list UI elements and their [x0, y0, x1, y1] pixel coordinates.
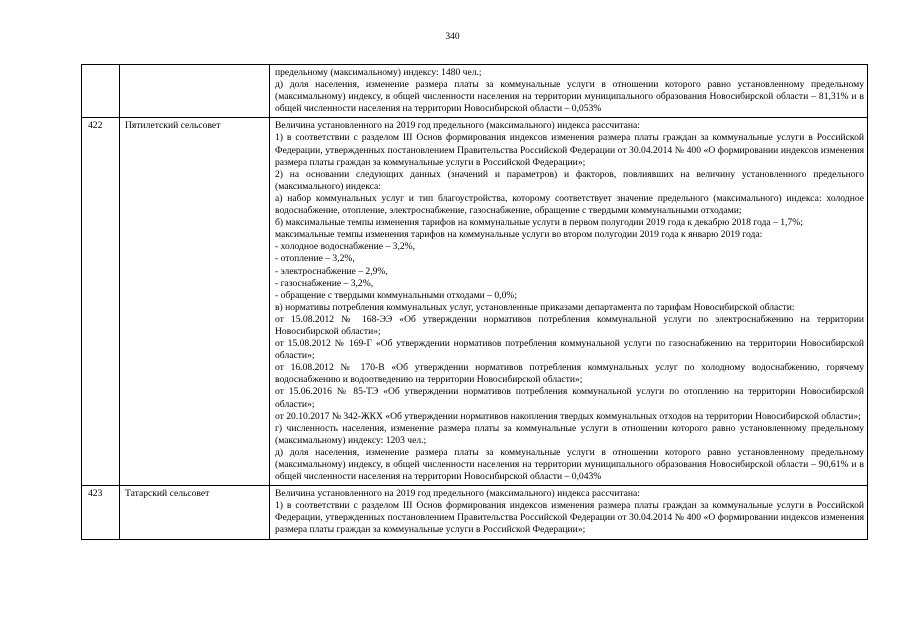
municipality-name	[120, 65, 270, 118]
page-number: 340	[445, 32, 460, 42]
description-paragraph: д) доля населения, изменение размера платы за коммунальные услуги в отношении которого равно установленному предельному (максимальному) индексу, в общей численности населения на территории муниципального образования Новосибирской области – 90,61% и в общей численности населения на территории Новосибирской области – 0,043%	[275, 446, 864, 483]
description-paragraph: от 15.08.2012 № 169-Г «Об утверждении нормативов потребления коммунальной услуги по газоснабжению на территории Новосибирской области»;	[275, 338, 864, 362]
row-number: 422	[82, 118, 120, 486]
table-body	[82, 65, 868, 540]
description-paragraph: а) набор коммунальных услуг и тип благоустройства, которому соответствует значение предельного (максимального) индекса: холодное водоснабжение, отопление, электроснабжение, газоснабжение, обращение с твердыми коммунальными отходами;	[275, 192, 864, 217]
description-paragraph: от 20.10.2017 № 342-ЖКХ «Об утверждении нормативов накопления твердых коммунальных отходов на территории Новосибирской области»;	[275, 410, 861, 422]
description-paragraph: - газоснабжение – 3,2%,	[275, 277, 374, 289]
row-number: 423	[82, 486, 120, 539]
description-paragraph: - обращение с твердыми коммунальными отходами – 0,0%;	[275, 289, 518, 301]
description-paragraph: от 15.08.2012 № 168-ЭЭ «Об утверждении нормативов потребления коммунальной услуги по электроснабжению на территории Новосибирской области»;	[275, 313, 864, 337]
description-paragraph: 1) в соответствии с разделом III Основ формирования индексов изменения размера платы граждан за коммунальные услуги в Российской Федерации, утвержденных постановлением Правительства Российской Федерации от 30.04.2014 № 400 «О формировании индексов изменения размера платы граждан за коммунальные услуги в Российской Федерации»;	[275, 132, 864, 168]
description-paragraph: - электроснабжение – 2,9%,	[275, 265, 388, 277]
description-paragraph: Величина установленного на 2019 год предельного (максимального) индекса рассчитана:	[275, 120, 640, 132]
tariff-index-table	[81, 64, 868, 540]
municipality-name: Татарский сельсовет	[120, 486, 270, 539]
index-description	[270, 118, 868, 486]
table-row	[82, 118, 868, 486]
municipality-name: Пятилетский сельсовет	[120, 118, 270, 486]
description-paragraph: - отопление – 3,2%,	[275, 253, 355, 265]
description-paragraph: Величина установленного на 2019 год предельного (максимального) индекса рассчитана:	[275, 488, 640, 500]
description-paragraph: г) численность населения, изменение размера платы за коммунальные услуги в отношении которого равно установленному предельному (максимальному) индексу: 1203 чел.;	[275, 422, 864, 446]
description-paragraph: д) доля населения, изменение размера платы за коммунальные услуги в отношении которого равно установленному предельному (максимальному) индексу, в общей численности населения на территории муниципального образования Новосибирской области – 81,31% и в общей численности населения на территории Новосибирской области – 0,053%	[275, 79, 864, 115]
description-paragraph: предельному (максимальному) индексу: 1480 чел.;	[275, 67, 482, 78]
description-paragraph: 1) в соответствии с разделом III Основ формирования индексов изменения размера платы граждан за коммунальные услуги в Российской Федерации, утвержденных постановлением Правительства Российской Федерации от 30.04.2014 № 400 «О формировании индексов изменения размера платы граждан за коммунальные услуги в Российской Федерации»;	[275, 500, 864, 536]
description-paragraph: от 16.08.2012 № 170-В «Об утверждении нормативов потребления коммунальных услуг по холодному водоснабжению, горячему водоснабжению и водоотведению на территории Новосибирской области»;	[275, 362, 864, 386]
description-paragraph: от 15.06.2016 № 85-ТЭ «Об утверждении нормативов потребления коммунальной услуги по отоплению на территории Новосибирской области»;	[275, 386, 864, 410]
index-description	[270, 65, 868, 118]
description-paragraph: - холодное водоснабжение – 3,2%,	[275, 241, 416, 253]
row-number	[82, 65, 120, 118]
description-paragraph: максимальные темпы изменения тарифов на коммунальные услуги во втором полугодии 2019 года к январю 2019 года:	[275, 229, 763, 241]
table-row	[82, 486, 868, 539]
description-paragraph: 2) на основании следующих данных (значений и параметров) и факторов, повлиявших на величину установленного предельного (максимального) индекса:	[275, 168, 864, 192]
description-paragraph: в) нормативы потребления коммунальных услуг, установленные приказами департамента по тарифам Новосибирской области:	[275, 301, 795, 313]
description-paragraph: б) максимальные темпы изменения тарифов на коммунальные услуги в первом полугодии 2019 года к декабрю 2018 года – 1,7%;	[275, 217, 803, 229]
index-description	[270, 486, 868, 539]
table-row	[82, 65, 868, 118]
